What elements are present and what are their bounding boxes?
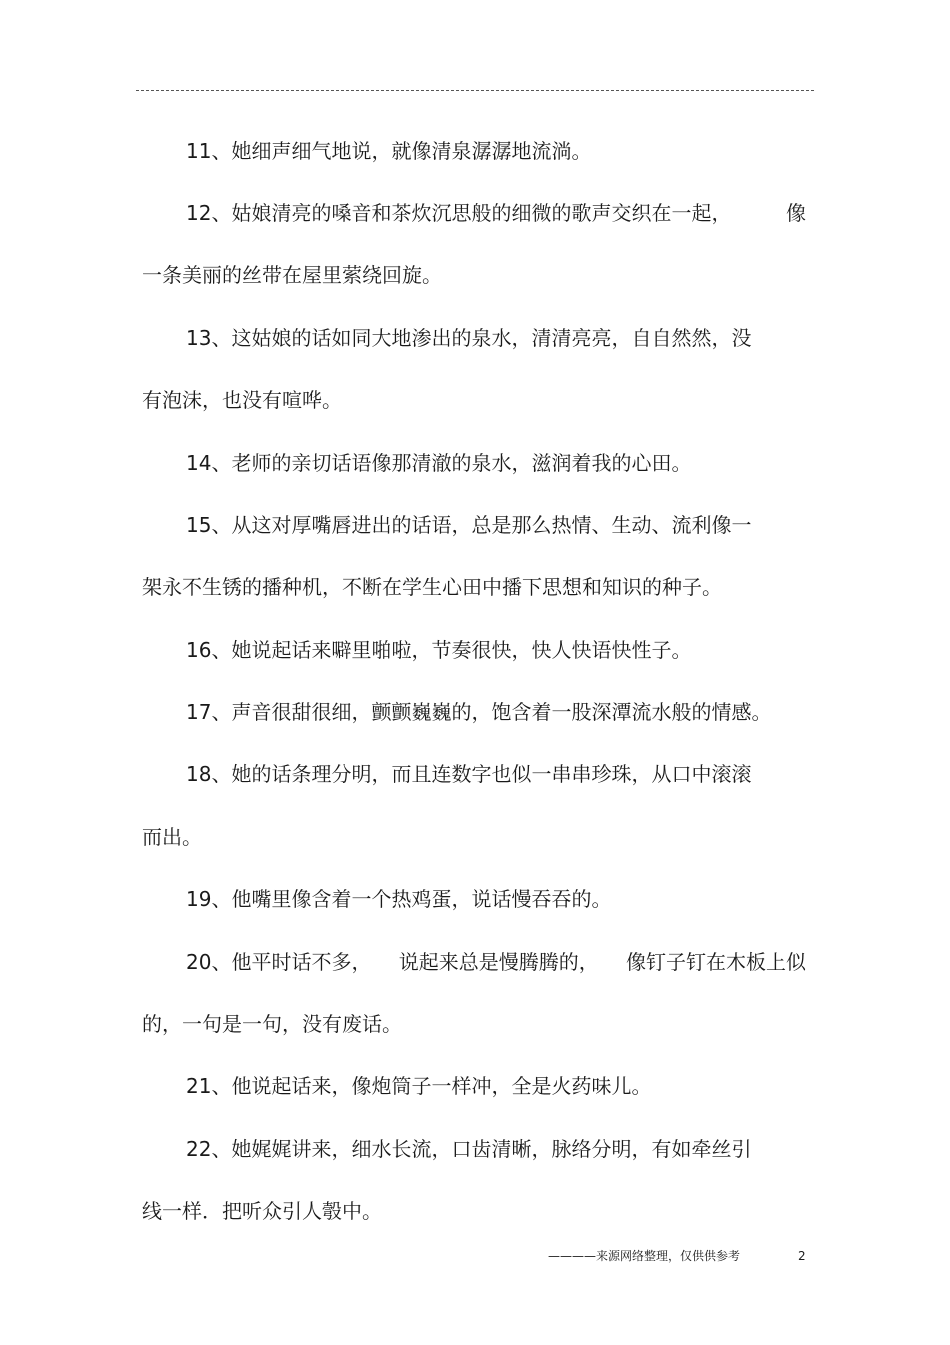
paragraph-12-tail: 像 [786, 201, 806, 225]
paragraph-20-line-1 [186, 948, 806, 976]
paragraph-22-line-1: 22、她娓娓讲来，细水长流，口齿清晰，脉络分明，有如牵丝引 [186, 1137, 752, 1161]
header-rule [136, 90, 814, 91]
paragraph-18-line-1: 18、她的话条理分明，而且连数字也似一串串珍珠，从口中滚滚 [186, 762, 752, 786]
page-number: 2 [798, 1249, 806, 1263]
paragraph-11: 11、她细声细气地说，就像清泉潺潺地流淌。 [186, 139, 592, 163]
paragraph-13-line-1: 13、这姑娘的话如同大地渗出的泉水，清清亮亮，自自然然，没 [186, 326, 752, 350]
paragraph-20-segment-2: 说起来总是慢腾腾的， [398, 950, 599, 974]
paragraph-18-line-2: 而出。 [142, 825, 202, 849]
footer-source-note: ————来源网络整理，仅供供参考 [548, 1249, 741, 1263]
paragraph-12-line-2: 一条美丽的丝带在屋里萦绕回旋。 [142, 263, 442, 287]
paragraph-19: 19、他嘴里像含着一个热鸡蛋，说话慢吞吞的。 [186, 887, 612, 911]
paragraph-12-line-1 [186, 199, 806, 227]
paragraph-20-line-2: 的，一句是一句，没有废话。 [142, 1012, 402, 1036]
paragraph-17: 17、声音很甜很细，颤颤巍巍的，饱含着一股深潭流水般的情感。 [186, 700, 772, 724]
paragraph-14: 14、老师的亲切话语像那清澈的泉水，滋润着我的心田。 [186, 451, 692, 475]
paragraph-12-text: 12、姑娘清亮的嗓音和茶炊沉思般的细微的歌声交织在一起， [186, 201, 732, 225]
paragraph-13-line-2: 有泡沫，也没有喧哗。 [142, 388, 342, 412]
paragraph-21: 21、他说起话来，像炮筒子一样冲，全是火药味儿。 [186, 1074, 652, 1098]
paragraph-20-segment-3: 像钉子钉在木板上似 [625, 950, 806, 974]
paragraph-16: 16、她说起话来噼里啪啦，节奏很快，快人快语快性子。 [186, 638, 692, 662]
paragraph-15-line-2: 架永不生锈的播种机，不断在学生心田中播下思想和知识的种子。 [142, 575, 722, 599]
paragraph-22-line-2: 线一样．把听众引人彀中。 [142, 1199, 382, 1223]
paragraph-15-line-1: 15、从这对厚嘴唇进出的话语，总是那么热情、生动、流利像一 [186, 513, 752, 537]
paragraph-20-segment-1: 20、他平时话不多， [186, 950, 372, 974]
